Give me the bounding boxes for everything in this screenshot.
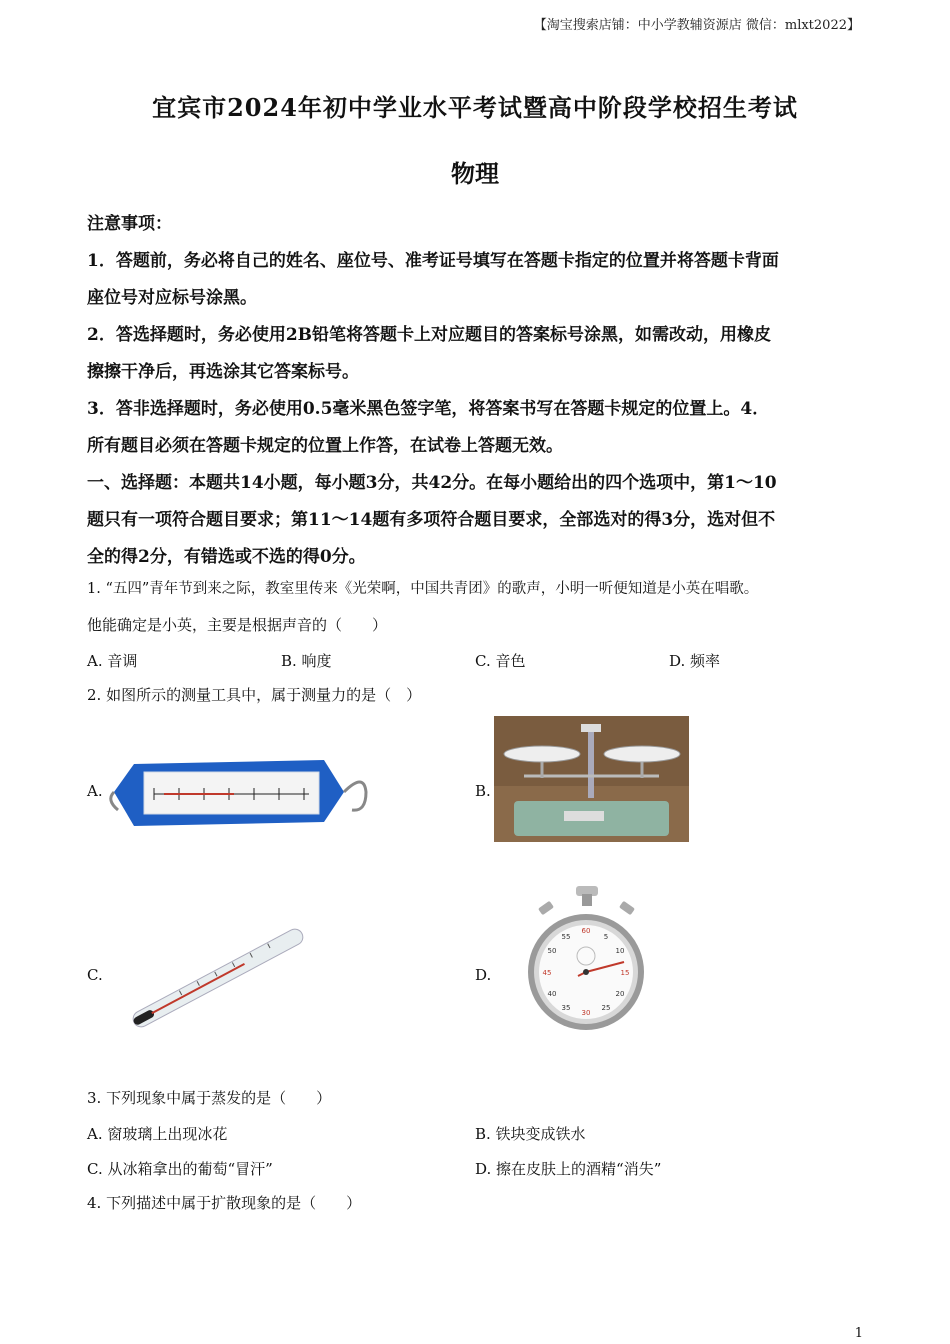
stopwatch-number-15: 15 [620,969,630,977]
q3-option-a: A. 窗玻璃上出现冰花 [87,1125,228,1143]
thermometer-image [118,918,318,1033]
subject-title: 物理 [451,159,499,188]
stopwatch-number-60: 60 [581,927,591,935]
spring-scale-image [104,752,374,842]
section-line-2: 题只有一项符合题目要求；第11～14题有多项符合题目要求，全部选对的得3分，选对但不 [87,510,776,530]
stopwatch-number-10: 10 [615,947,625,955]
q1-stem-b: 他能确定是小英，主要是根据声音的（ ） [87,616,388,634]
notice-item-1a: 1．答题前，务必将自己的姓名、座位号、准考证号填写在答题卡指定的位置并将答题卡背面 [87,251,779,271]
q4-stem: 4. 下列描述中属于扩散现象的是（ ） [87,1194,362,1212]
q2-stem: 2. 如图所示的测量工具中，属于测量力的是（ ） [87,686,422,704]
q2-option-d: D. [475,966,492,984]
stopwatch-number-30: 30 [581,1009,591,1017]
notice-item-3a: 3．答非选择题时，务必使用0.5毫米黑色签字笔，将答案书写在答题卡规定的位置上。4． [87,399,770,419]
document-title: 宜宾市2024年初中学业水平考试暨高中阶段学校招生考试 [152,93,798,122]
page-number: 1 [854,1326,863,1341]
q3-option-c: C. 从冰箱拿出的葡萄“冒汗” [87,1160,273,1178]
q3-option-b: B. 铁块变成铁水 [475,1125,586,1143]
stopwatch-number-25: 25 [601,1004,611,1012]
q2-option-b: B. [475,782,491,800]
notice-item-2b: 擦擦干净后，再选涂其它答案标号。 [87,362,359,382]
notice-heading: 注意事项： [87,214,172,234]
stopwatch-number-35: 35 [561,1004,571,1012]
stopwatch-number-40: 40 [547,990,557,998]
section-line-3: 全的得2分，有错选或不选的得0分。 [87,547,366,567]
notice-block [87,206,867,576]
q1-option-d: D. 频率 [669,652,721,670]
balance-scale-image [494,716,689,842]
stopwatch-number-20: 20 [615,990,625,998]
notice-item-2a: 2．答选择题时，务必使用2B铅笔将答题卡上对应题目的答案标号涂黑，如需改动，用橡皮 [87,325,772,345]
q2-option-c: C. [87,966,103,984]
stopwatch-number-50: 50 [547,947,557,955]
q1-option-c: C. 音色 [475,652,526,670]
stopwatch-image [524,884,649,1039]
section-line-1: 一、选择题：本题共14小题，每小题3分，共42分。在每小题给出的四个选项中，第1～10 [87,473,777,493]
notice-item-1b: 座位号对应标号涂黑。 [87,288,257,308]
q3-stem: 3. 下列现象中属于蒸发的是（ ） [87,1089,332,1107]
stopwatch-number-5: 5 [603,933,609,941]
notice-item-3b: 所有题目必须在答题卡规定的位置上作答，在试卷上答题无效。 [87,436,563,456]
header-note: 【淘宝搜索店铺：中小学教辅资源店 微信：mlxt2022】 [533,18,860,33]
stopwatch-number-55: 55 [561,933,571,941]
q3-option-d: D. 擦在皮肤上的酒精“消失” [475,1160,662,1178]
q2-option-a: A. [87,782,103,800]
q1-stem-a: 1. “五四”青年节到来之际，教室里传来《光荣啊，中国共青团》的歌声，小明一听便知道是小英在唱歌。 [87,581,759,597]
q1-option-b: B. 响度 [281,652,332,670]
stopwatch-number-45: 45 [542,969,552,977]
q1-option-a: A. 音调 [87,652,138,670]
